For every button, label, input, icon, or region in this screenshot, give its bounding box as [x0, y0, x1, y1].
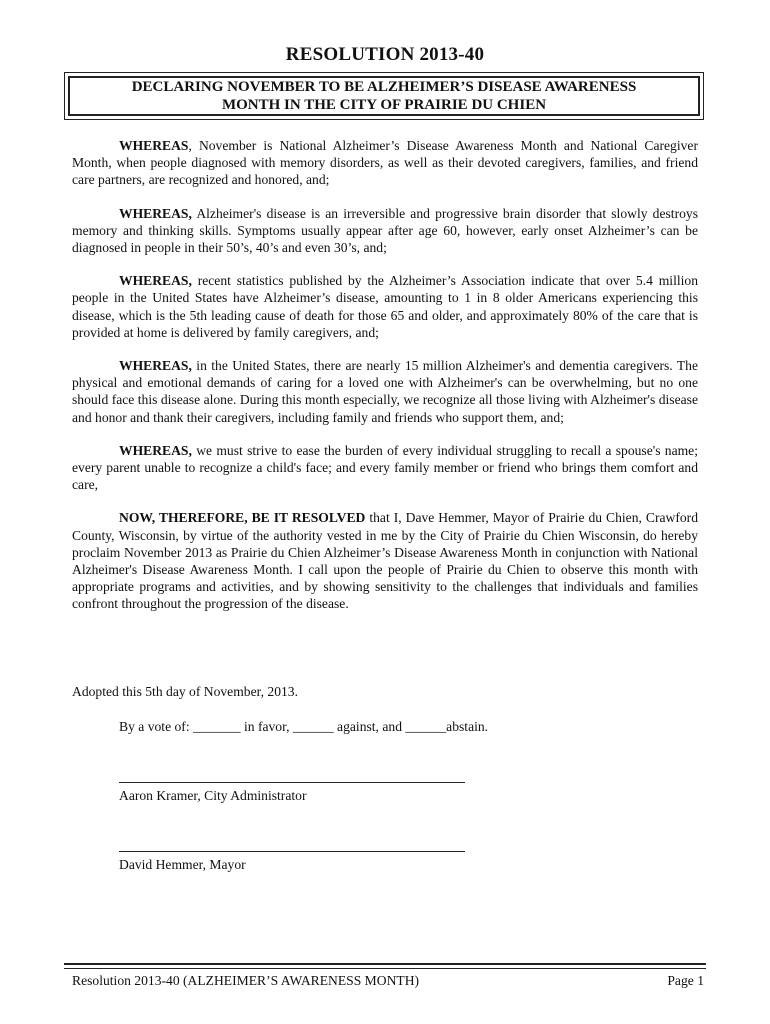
- paragraph-text: , November is National Alzheimer’s Disease Awareness Month and National Caregiver Month, when people diagnosed with memory disorders, as well as their devoted caregivers, families, and friend care partners, are recognized and honored, and;: [72, 138, 698, 188]
- adopted-date-line: Adopted this 5th day of November, 2013.: [72, 684, 298, 699]
- paragraph-lead: WHEREAS,: [119, 442, 192, 458]
- paragraph-lead: NOW, THEREFORE, BE IT RESOLVED: [119, 510, 366, 526]
- footer-rule-thick: [64, 963, 706, 965]
- resolution-title: RESOLUTION 2013-40: [285, 44, 485, 65]
- footer-document-title: Resolution 2013-40 (ALZHEIMER’S AWARENESS MONTH): [72, 973, 420, 988]
- paragraph-lead: WHEREAS: [119, 138, 189, 153]
- subtitle-frame: [64, 72, 704, 120]
- whereas-paragraph-3: [72, 272, 698, 341]
- whereas-paragraph-1: [72, 137, 698, 189]
- signature-line-mayor: [119, 851, 465, 852]
- footer-page-number: Page 1: [667, 973, 704, 988]
- resolution-subtitle: DECLARING NOVEMBER TO BE ALZHEIMER’S DISEASE AWARENESS MONTH IN THE CITY OF PRAIRIE DU CHIEN: [131, 79, 637, 113]
- paragraph-text: that I, Dave Hemmer, Mayor of Prairie du Chien, Crawford County, Wisconsin, by virtue of the authority vested in me by the City of Prairie du Chien Wisconsin, do hereby proclaim November 2013 as Prairie du Chien Alzheimer’s Disease Awareness Month in conjunction with National Alzheimer's Disease Awareness Month. I call upon the people of Prairie du Chien to observe this month with appropriate programs and activities, and by showing sensitivity to the challenges that individuals and families confront throughout the progression of the disease.: [72, 510, 698, 612]
- signature-line-administrator: [119, 782, 465, 783]
- paragraph-lead: WHEREAS,: [119, 205, 192, 221]
- paragraph-text: recent statistics published by the Alzheimer’s Association indicate that over 5.4 million people in the United States have Alzheimer’s disease, amounting to 1 in 8 older Americans experiencing this disease, which is the 5th leading cause of death for those 65 and older, and approximately 80% of the care that is provided at home is delivered by family caregivers, and;: [72, 273, 698, 340]
- paragraph-lead: WHEREAS,: [119, 358, 192, 374]
- whereas-paragraph-4: [72, 357, 698, 426]
- subtitle-frame-inner: [68, 76, 700, 116]
- resolution-body: [72, 137, 698, 629]
- whereas-paragraph-2: [72, 205, 698, 257]
- paragraph-text: we must strive to ease the burden of every individual struggling to recall a spouse's name; every parent unable to recognize a child's face; and every family member or friend who brings them comfort and care,: [72, 442, 698, 493]
- resolved-paragraph: [72, 509, 698, 612]
- paragraph-text: Alzheimer's disease is an irreversible and progressive brain disorder that slowly destroys memory and thinking skills. Symptoms usually appear after age 60, however, early onset Alzheimer’s can be diagnosed in people in their 50’s, 40’s and even 30’s, and;: [72, 205, 698, 256]
- paragraph-lead: WHEREAS,: [119, 273, 192, 289]
- footer-rule-thin: [64, 968, 706, 969]
- whereas-paragraph-5: [72, 442, 698, 494]
- vote-tally-line: By a vote of: _______ in favor, ______ against, and ______abstain.: [119, 719, 489, 734]
- signature-name-administrator: Aaron Kramer, City Administrator: [119, 788, 307, 803]
- paragraph-text: in the United States, there are nearly 15 million Alzheimer's and dementia caregivers. The physical and emotional demands of caring for a loved one with Alzheimer's can be overwhelming, but no one should face this disease alone. During this month especially, we recognize all those living with Alzheimer's disease and honor and thank their caregivers, including family and friends who support them, and;: [72, 358, 698, 425]
- signature-name-mayor: David Hemmer, Mayor: [119, 857, 246, 872]
